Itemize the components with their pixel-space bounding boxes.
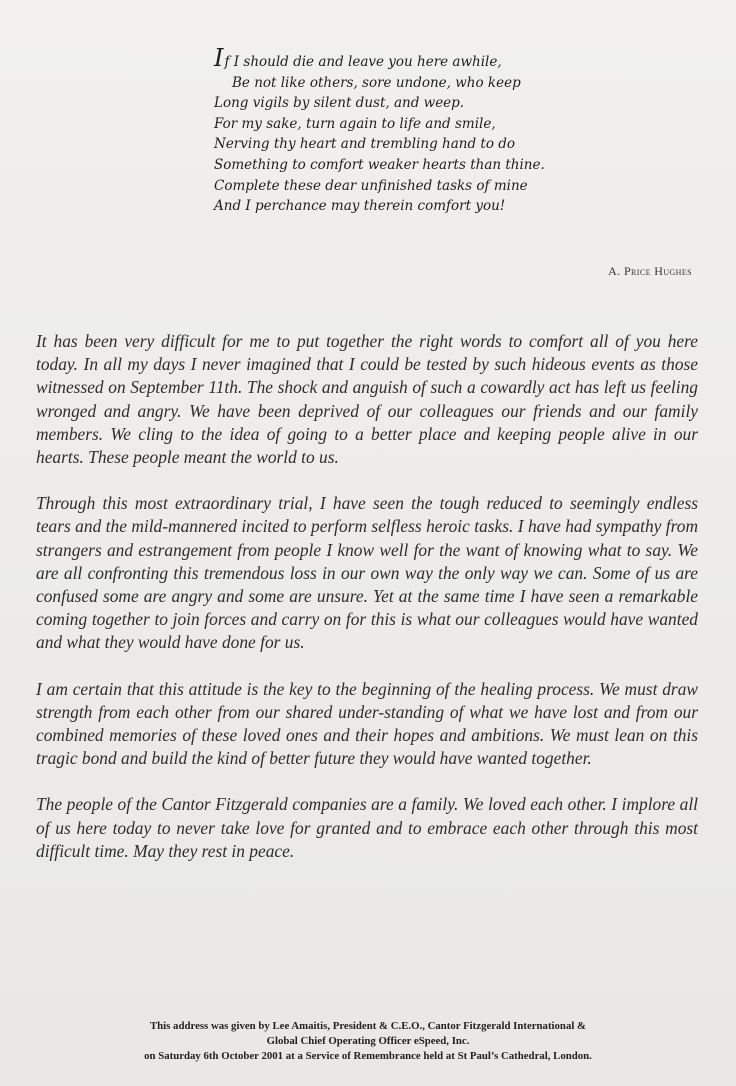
poem-attribution: A. Price Hughes — [608, 264, 692, 278]
credit-line: Global Chief Operating Officer eSpeed, Inc. — [266, 1035, 470, 1047]
credit-line: on Saturday 6th October 2001 at a Service of Remembrance held at St Paul’s Cathedral, London. — [144, 1050, 592, 1062]
poem-line — [214, 44, 574, 73]
address-text — [36, 330, 698, 886]
poem-line: Something to comfort weaker hearts than thine. — [214, 156, 545, 173]
poem-line: For my sake, turn again to life and smile, — [214, 115, 496, 132]
address-paragraph: Through this most extraordinary trial, I have seen the tough reduced to seemingly endless tears and the mild-mannered incited to perform selfless heroic tasks. I have had sympathy from strangers and estrangement from people I know well for the want of knowing what to say. We are all confronting this tremendous loss in our own way the only way we can. Some of us are confused some are angry and some are unsure. Yet at the same time I have seen a remarkable coming together to join forces and carry on for this is what our colleagues would have wanted and what they would have done for us. — [36, 493, 698, 653]
address-paragraph: The people of the Cantor Fitzgerald companies are a family. We loved each other. I implore all of us here today to never take love for granted and to embrace each other through this most difficult time. May they rest in peace. — [36, 794, 698, 861]
credit-line: This address was given by Lee Amaitis, President & C.E.O., Cantor Fitzgerald International & — [149, 1020, 587, 1032]
poem-line: Complete these dear unfinished tasks of mine — [214, 177, 528, 194]
poem-line: And I perchance may therein comfort you! — [214, 198, 506, 215]
address-paragraph: I am certain that this attitude is the key to the beginning of the healing process. We must draw strength from each other from our shared under-standing of what we have lost and from our combined memories of these loved ones and their hopes and ambitions. We must lean on this tragic bond and build the kind of better future they would have wanted together. — [36, 678, 698, 769]
poem — [214, 44, 574, 217]
poem-drop-cap: I — [214, 44, 224, 72]
poem-line-text: f I should die and leave you here awhile, — [224, 54, 502, 70]
address-paragraph: It has been very difficult for me to put together the right words to comfort all of you here today. In all my days I never imagined that I could be tested by such hideous events as those witnessed on September 11th. The shock and anguish of such a cowardly act has left us feeling wronged and angry. We have been deprived of our colleagues our friends and our family members. We cling to the idea of going to a better place and keeping people alive in our hearts. These people meant the world to us. — [36, 331, 698, 468]
poem-line: Be not like others, sore undone, who keep — [232, 74, 521, 91]
address-credit — [40, 1019, 696, 1064]
poem-line: Long vigils by silent dust, and weep. — [214, 95, 465, 112]
poem-line: Nerving thy heart and trembling hand to do — [214, 136, 516, 153]
